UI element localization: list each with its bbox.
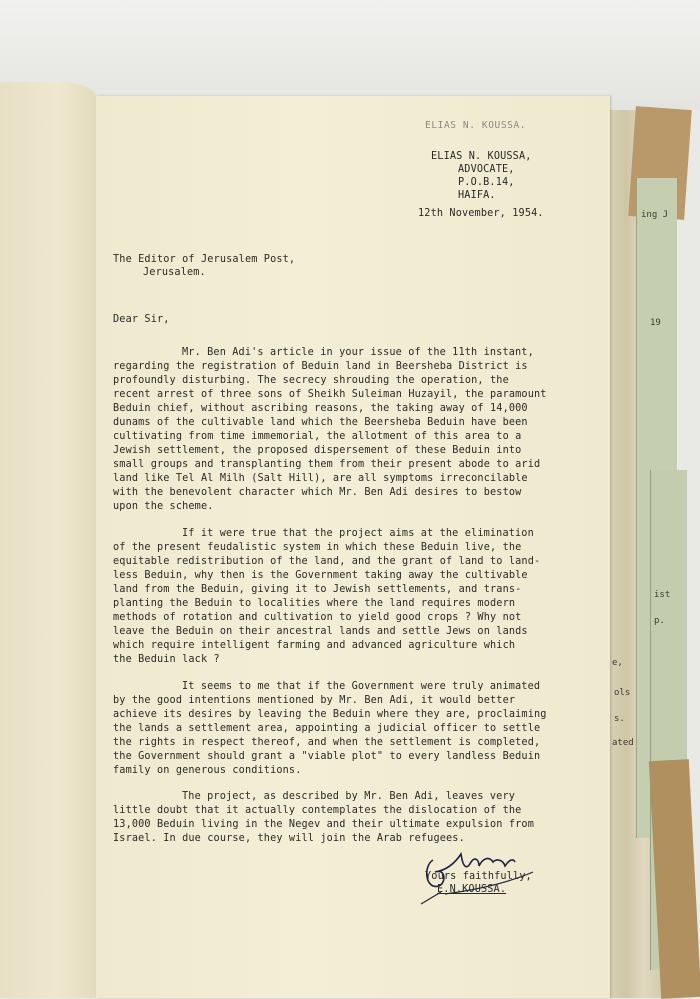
paragraph-line: equitable redistribution of the land, and the grant of land to land- bbox=[113, 556, 541, 567]
edge-fragment: p. bbox=[654, 616, 665, 626]
paragraph-line: land like Tel Al Milh (Salt Hill), are all symptoms irreconcilable bbox=[113, 473, 528, 484]
paragraph-line: The project, as described by Mr. Ben Adi, leaves very bbox=[182, 791, 516, 802]
paragraph-line: cultivating from time immemorial, the allotment of this area to a bbox=[113, 431, 522, 442]
paragraph-line: upon the scheme. bbox=[113, 501, 214, 512]
paragraph-line: the rights in respect thereof, and when the settlement is completed, bbox=[113, 737, 541, 748]
paragraph-line: methods of rotation and cultivation to yield good crops ? Why not bbox=[113, 612, 522, 623]
paragraph-line: It seems to me that if the Government were truly animated bbox=[182, 681, 541, 692]
background-top bbox=[0, 0, 700, 110]
edge-fragment: ated bbox=[612, 738, 634, 748]
letter-date: 12th November, 1954. bbox=[418, 208, 544, 219]
edge-fragment: ing J bbox=[641, 210, 669, 220]
edge-fragment: 19 bbox=[650, 318, 661, 328]
paragraph-line: regarding the registration of Beduin land in Beersheba District is bbox=[113, 361, 528, 372]
salutation: Dear Sir, bbox=[113, 314, 170, 325]
paragraph-line: the Government should grant a "viable plot" to every landless Beduin bbox=[113, 751, 541, 762]
paragraph-line: the lands a settlement area, appointing a judicial officer to settle bbox=[113, 723, 541, 734]
edge-fragment: ist bbox=[654, 590, 671, 600]
letterhead-line: ELIAS N. KOUSSA, bbox=[431, 151, 532, 162]
paragraph-line: Mr. Ben Adi's article in your issue of the 11th instant, bbox=[182, 347, 534, 358]
paragraph-line: Israel. In due course, they will join the Arab refugees. bbox=[113, 833, 465, 844]
paragraph-line: achieve its desires by leaving the Beduin where they are, proclaiming bbox=[113, 709, 547, 720]
paragraph-line: by the good intentions mentioned by Mr. Ben Adi, it would better bbox=[113, 695, 516, 706]
letterhead-line: P.O.B.14, bbox=[458, 177, 515, 188]
letterhead-line: HAIFA. bbox=[458, 190, 496, 201]
letterhead-faint-name: ELIAS N. KOUSSA. bbox=[425, 120, 527, 131]
folded-page-left bbox=[0, 82, 96, 998]
paragraph-line: with the benevolent character which Mr. Ben Adi desires to bestow bbox=[113, 487, 522, 498]
paragraph-line: planting the Beduin to localities where the land requires modern bbox=[113, 598, 516, 609]
addressee-line: The Editor of Jerusalem Post, bbox=[113, 254, 296, 265]
paragraph-line: the Beduin lack ? bbox=[113, 654, 220, 665]
signatory-name: E.N.KOUSSA. bbox=[437, 884, 507, 895]
paragraph-line: recent arrest of three sons of Sheikh Suleiman Huzayil, the paramount bbox=[113, 389, 547, 400]
paragraph-line: less Beduin, why then is the Government taking away the cultivable bbox=[113, 570, 528, 581]
paragraph-line: little doubt that it actually contemplates the dislocation of the bbox=[113, 805, 522, 816]
paragraph-line: which require intelligent farming and advanced agriculture which bbox=[113, 640, 516, 651]
paragraph-line: If it were true that the project aims at the elimination bbox=[182, 528, 534, 539]
addressee-line: Jerusalem. bbox=[143, 267, 206, 278]
paragraph-line: family on generous conditions. bbox=[113, 765, 302, 776]
paragraph-line: 13,000 Beduin living in the Negev and their ultimate expulsion from bbox=[113, 819, 534, 830]
edge-fragment: s. bbox=[614, 714, 625, 724]
paragraph-line: of the present feudalistic system in which these Beduin live, the bbox=[113, 542, 522, 553]
letterhead-line: ADVOCATE, bbox=[458, 164, 515, 175]
paragraph-line: Beduin chief, without ascribing reasons, the taking away of 14,000 bbox=[113, 403, 528, 414]
edge-fragment: e, bbox=[612, 658, 623, 668]
paragraph-line: small groups and transplanting them from their present abode to arid bbox=[113, 459, 541, 470]
edge-fragment: ols bbox=[614, 688, 631, 698]
paragraph-line: leave the Beduin on their ancestral lands and settle Jews on lands bbox=[113, 626, 528, 637]
paragraph-line: profoundly disturbing. The secrecy shrouding the operation, the bbox=[113, 375, 509, 386]
paragraph-line: Jewish settlement, the proposed dispersement of these Beduin into bbox=[113, 445, 522, 456]
paragraph-line: dunams of the cultivable land which the Beersheba Beduin have been bbox=[113, 417, 528, 428]
paragraph-line: land from the Beduin, giving it to Jewish settlements, and trans- bbox=[113, 584, 522, 595]
closing: Yours faithfully, bbox=[425, 871, 532, 882]
